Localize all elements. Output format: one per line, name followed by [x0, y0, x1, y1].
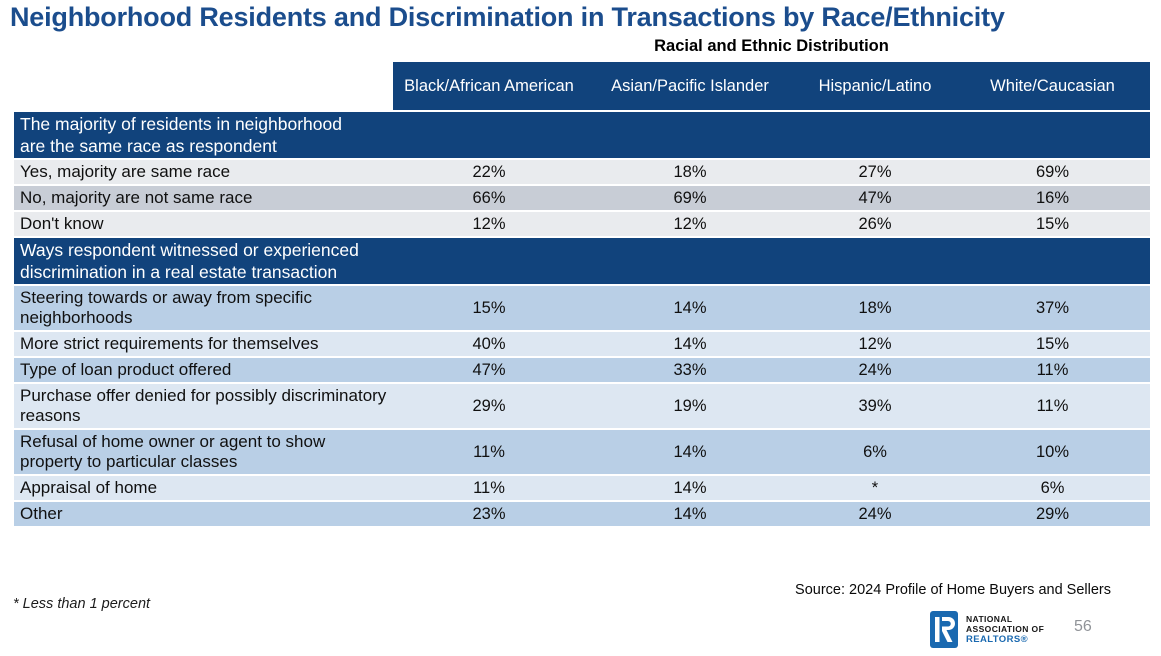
row-value: 15%	[1035, 334, 1070, 353]
table-row	[14, 474, 1150, 500]
row-label: Yes, majority are same race	[20, 162, 231, 181]
nar-logo-line3: REALTORS®	[966, 633, 1028, 645]
row-value: 40%	[472, 334, 506, 353]
row-value: *	[871, 478, 879, 497]
row-value: 6%	[863, 442, 887, 461]
row-value: 23%	[472, 504, 506, 523]
row-label: More strict requirements for themselves	[20, 334, 319, 353]
column-header: Black/African American	[393, 62, 585, 110]
row-value: 12%	[858, 334, 892, 353]
row-value: 18%	[673, 162, 707, 181]
footnote: * Less than 1 percent	[13, 596, 151, 612]
table-row	[14, 428, 1150, 474]
table-row	[14, 184, 1150, 210]
row-label: Steering towards or away from specific neighborhoods	[20, 288, 312, 327]
row-label: Don't know	[20, 214, 104, 233]
row-value: 14%	[673, 298, 707, 317]
row-value: 66%	[472, 188, 506, 207]
table-row	[14, 330, 1150, 356]
header-spacer-cell	[14, 62, 393, 110]
row-value: 15%	[472, 298, 506, 317]
row-value: 29%	[1035, 504, 1070, 523]
row-value: 22%	[472, 162, 506, 181]
row-value: 47%	[858, 188, 892, 207]
row-label: Type of loan product offered	[20, 360, 232, 379]
row-value: 24%	[858, 360, 892, 379]
row-value: 19%	[673, 396, 707, 415]
column-header: Hispanic/Latino	[795, 62, 955, 110]
table-row	[14, 210, 1150, 236]
nar-logo-line2: ASSOCIATION OF	[966, 624, 1045, 635]
row-value: 39%	[858, 396, 892, 415]
table-row	[14, 500, 1150, 526]
row-value: 14%	[673, 334, 707, 353]
realtor-r-icon	[930, 611, 958, 648]
page-title: Neighborhood Residents and Discrimination in Transactions by Race/Ethnicity	[10, 2, 1005, 32]
table-row	[14, 158, 1150, 184]
row-value: 18%	[858, 298, 892, 317]
row-value: 27%	[858, 162, 892, 181]
row-value: 26%	[858, 214, 892, 233]
data-table	[14, 62, 1150, 526]
row-value: 14%	[673, 504, 707, 523]
section-header-label: Ways respondent witnessed or experienced discrimination in a real estate transaction	[20, 240, 359, 282]
nar-logo	[930, 611, 1044, 648]
row-value: 6%	[1040, 478, 1065, 497]
table-row	[14, 382, 1150, 428]
column-header: White/Caucasian	[955, 62, 1150, 110]
row-value: 11%	[473, 442, 505, 461]
row-value: 11%	[473, 478, 505, 497]
row-value: 29%	[472, 396, 506, 415]
row-label: Appraisal of home	[20, 478, 158, 497]
table-row	[14, 284, 1150, 330]
row-value: 69%	[1035, 162, 1070, 181]
row-label: Refusal of home owner or agent to show property to particular classes	[20, 432, 326, 471]
table-body	[14, 110, 1150, 526]
section-header-row	[14, 110, 1150, 158]
row-value: 69%	[673, 188, 707, 207]
row-value: 12%	[673, 214, 707, 233]
row-value: 10%	[1035, 442, 1070, 461]
row-value: 11%	[1036, 360, 1069, 379]
table-row	[14, 356, 1150, 382]
section-header-row	[14, 236, 1150, 284]
row-value: 11%	[1036, 396, 1069, 415]
column-header: Asian/Pacific Islander	[585, 62, 795, 110]
row-value: 12%	[472, 214, 506, 233]
table-subtitle: Racial and Ethnic Distribution	[654, 37, 889, 55]
row-value: 24%	[858, 504, 892, 523]
row-value: 47%	[472, 360, 506, 379]
nar-logo-text	[966, 614, 1044, 646]
row-value: 15%	[1035, 214, 1070, 233]
page-number: 56	[1074, 618, 1092, 635]
nar-logo-line1: NATIONAL	[966, 613, 1013, 624]
column-header-row	[14, 62, 1150, 110]
section-header-label: The majority of residents in neighborhood are the same race as respondent	[20, 114, 342, 156]
row-label: No, majority are not same race	[20, 188, 253, 207]
row-value: 14%	[673, 442, 707, 461]
row-label: Other	[20, 504, 63, 523]
row-label: Purchase offer denied for possibly discriminatory reasons	[20, 386, 387, 425]
source-credit: Source: 2024 Profile of Home Buyers and Sellers	[795, 582, 1111, 598]
row-value: 37%	[1035, 298, 1070, 317]
row-value: 16%	[1035, 188, 1070, 207]
row-value: 33%	[673, 360, 707, 379]
row-value: 14%	[673, 478, 707, 497]
